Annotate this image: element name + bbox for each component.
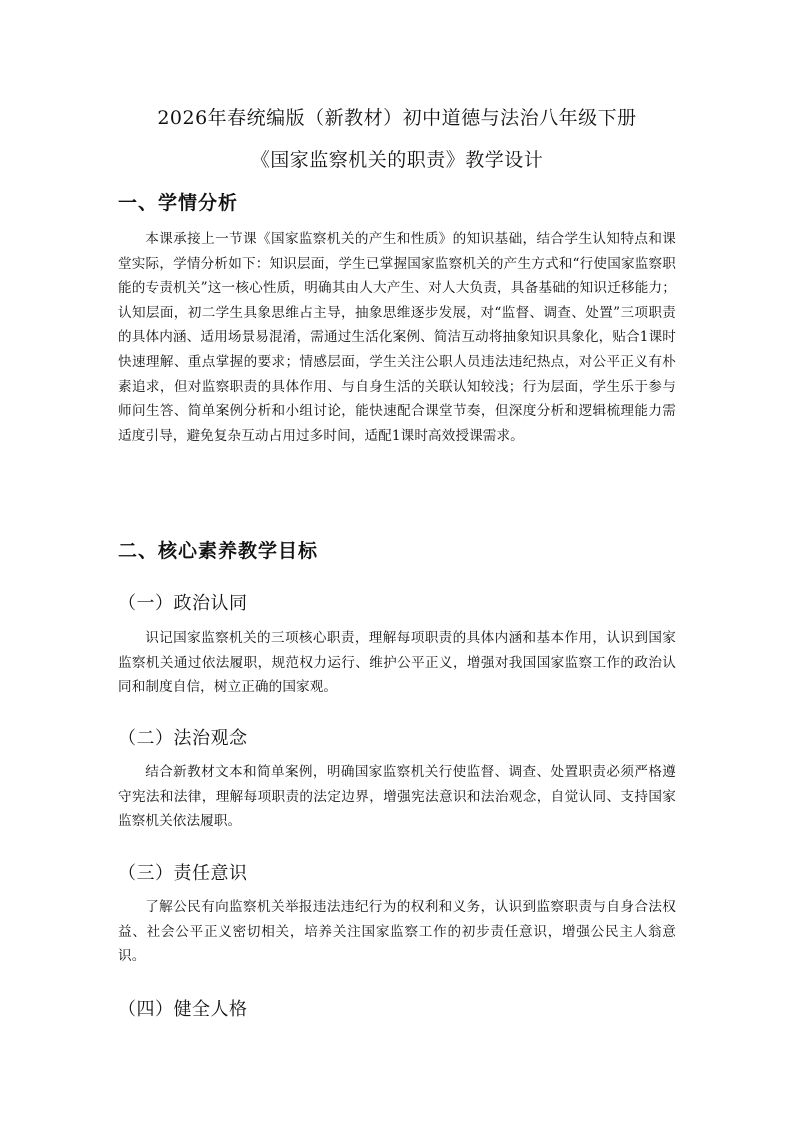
responsibility-paragraph: 了解公民有向监察机关举报违法违纪行为的权利和义务，认识到监察职责与自身合法权益、社会公平正义密切相关，培养关注国家监察工作的初步责任意识，增强公民主人翁意识。 bbox=[118, 899, 676, 965]
document-title-line-1: 2026年春统编版（新教材）初中道德与法治八年级下册 bbox=[157, 107, 637, 129]
subsection-heading-political-identity: （一）政治认同 bbox=[118, 593, 248, 614]
learning-analysis-paragraph: 本课承接上一节课《国家监察机关的产生和性质》的知识基础，结合学生认知特点和课堂实际，学情分析如下：知识层面，学生已掌握国家监察机关的产生方式和“行使国家监察职能的专责机关”这一核心性质，明确其由人大产生、对人大负责，具备基础的知识迁移能力；认知层面，初二学生具象思维占主导，抽象思维逐步发展，对“监督、调查、处置”三项职责的具体内涵、适用场景易混淆，需通过生活化案例、简洁互动将抽象知识具象化，贴合1课时快速理解、重点掌握的要求；情感层面，学生关注公职人员违法违纪热点，对公平正义有朴素追求，但对监察职责的具体作用、与自身生活的关联认知较浅；行为层面，学生乐于参与师问生答、简单案例分析和小组讨论，能快速配合课堂节奏，但深度分析和逻辑梳理能力需适度引导，避免复杂互动占用过多时间，适配1课时高效授课需求。 bbox=[118, 231, 676, 444]
subsection-heading-responsibility: （三）责任意识 bbox=[118, 863, 248, 884]
rule-of-law-paragraph: 结合新教材文本和简单案例，明确国家监察机关行使监督、调查、处置职责必须严格遵守宪法和法律，理解每项职责的法定边界，增强宪法意识和法治观念，自觉认同、支持国家监察机关依法履职。 bbox=[118, 764, 676, 830]
section-heading-learning-analysis: 一、学情分析 bbox=[118, 192, 239, 214]
subsection-heading-rule-of-law: （二）法治观念 bbox=[118, 728, 248, 749]
document-title-line-2: 《国家监察机关的职责》教学设计 bbox=[250, 149, 544, 171]
section-heading-core-objectives: 二、核心素养教学目标 bbox=[118, 540, 319, 562]
subsection-heading-sound-personality: （四）健全人格 bbox=[118, 999, 248, 1020]
political-identity-paragraph: 识记国家监察机关的三项核心职责，理解每项职责的具体内涵和基本作用，认识到国家监察机关通过依法履职，规范权力运行、维护公平正义，增强对我国国家监察工作的政治认同和制度自信，树立正确的国家观。 bbox=[118, 630, 676, 696]
